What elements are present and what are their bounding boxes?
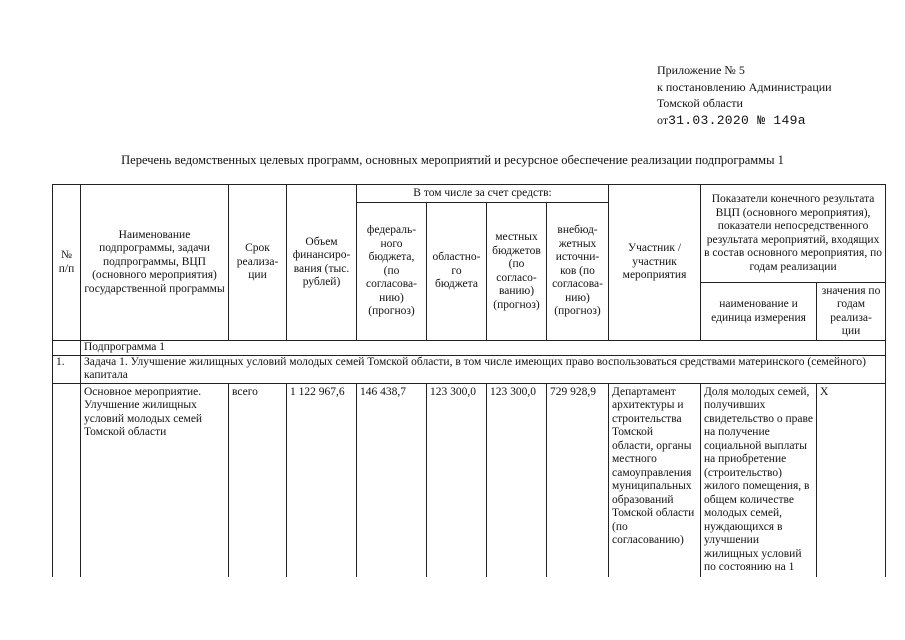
subprogram-num-cell: [53, 341, 81, 356]
row-name: Основное мероприятие. Улучшение жилищных условий молодых семей Томской области: [81, 383, 229, 577]
appendix-date: [657, 112, 832, 130]
row-indicator-value: Х: [817, 383, 886, 577]
task-text: Задача 1. Улучшение жилищных условий молодых семей Томской области, в том числе имеющих право воспользоваться средствами материнского (семейного) капитала: [81, 355, 886, 383]
header-regional: областно- го бюджета: [427, 203, 487, 341]
row-term: всего: [229, 383, 287, 577]
row-regional: 123 300,0: [427, 383, 487, 577]
header-sources-group: В том числе за счет средств:: [357, 185, 609, 203]
appendix-line-3: Томской области: [657, 96, 743, 110]
header-indicator-values: значения по годам реализа- ции: [817, 283, 886, 341]
appendix-line-1: Приложение № 5: [657, 63, 745, 77]
row-extra: 729 928,9: [547, 383, 609, 577]
header-indicators: Показатели конечного результата ВЦП (основного мероприятия), показатели непосредственного результата мероприятий, входящих в состав основного мероприятия, по годам реализации: [701, 185, 886, 283]
header-name: Наименование подпрограммы, задачи подпрограммы, ВЦП (основного мероприятия) государственной программы: [81, 185, 229, 341]
date-value: 31.03.2020 № 149а: [668, 112, 806, 128]
programs-table: [52, 184, 886, 577]
header-federal: федераль- ного бюджета, (по согласова- нию) (прогноз): [357, 203, 427, 341]
appendix-block: [657, 62, 832, 129]
row-num-cell: [53, 383, 81, 577]
row-federal: 146 438,7: [357, 383, 427, 577]
subprogram-label: Подпрограмма 1: [81, 341, 886, 356]
header-num: № п/п: [53, 185, 81, 341]
header-term: Срок реализа- ции: [229, 185, 287, 341]
header-extra: внебюд- жетных источни- ков (по согласова- нию) (прогноз): [547, 203, 609, 341]
row-participant: Департамент архитектуры и строительства Томской области, органы местного самоуправления муниципальных образований Томской области (по согласованию): [609, 383, 701, 577]
page-title: Перечень ведомственных целевых программ, основных мероприятий и ресурсное обеспечение реализации подпрограммы 1: [121, 153, 784, 167]
row-indicator: Доля молодых семей, получивших свидетельство о праве на получение социальной выплаты на приобретение (строительство) жилого помещения, в общем количестве молодых семей, нуждающихся в улучшении жилищных условий по состоянию на 1: [701, 383, 817, 577]
header-volume: Объем финансиро- вания (тыс. рублей): [287, 185, 357, 341]
date-prefix: от: [657, 112, 669, 127]
header-indicator-name: наименование и единица измерения: [701, 283, 817, 341]
appendix-line-2: к постановлению Администрации: [657, 79, 832, 94]
header-local: местных бюджетов (по согласо- ванию) (прогноз): [487, 203, 547, 341]
header-participant: Участник / участник мероприятия: [609, 185, 701, 341]
row-volume: 1 122 967,6: [287, 383, 357, 577]
task-num: 1.: [53, 355, 81, 383]
row-local: 123 300,0: [487, 383, 547, 577]
